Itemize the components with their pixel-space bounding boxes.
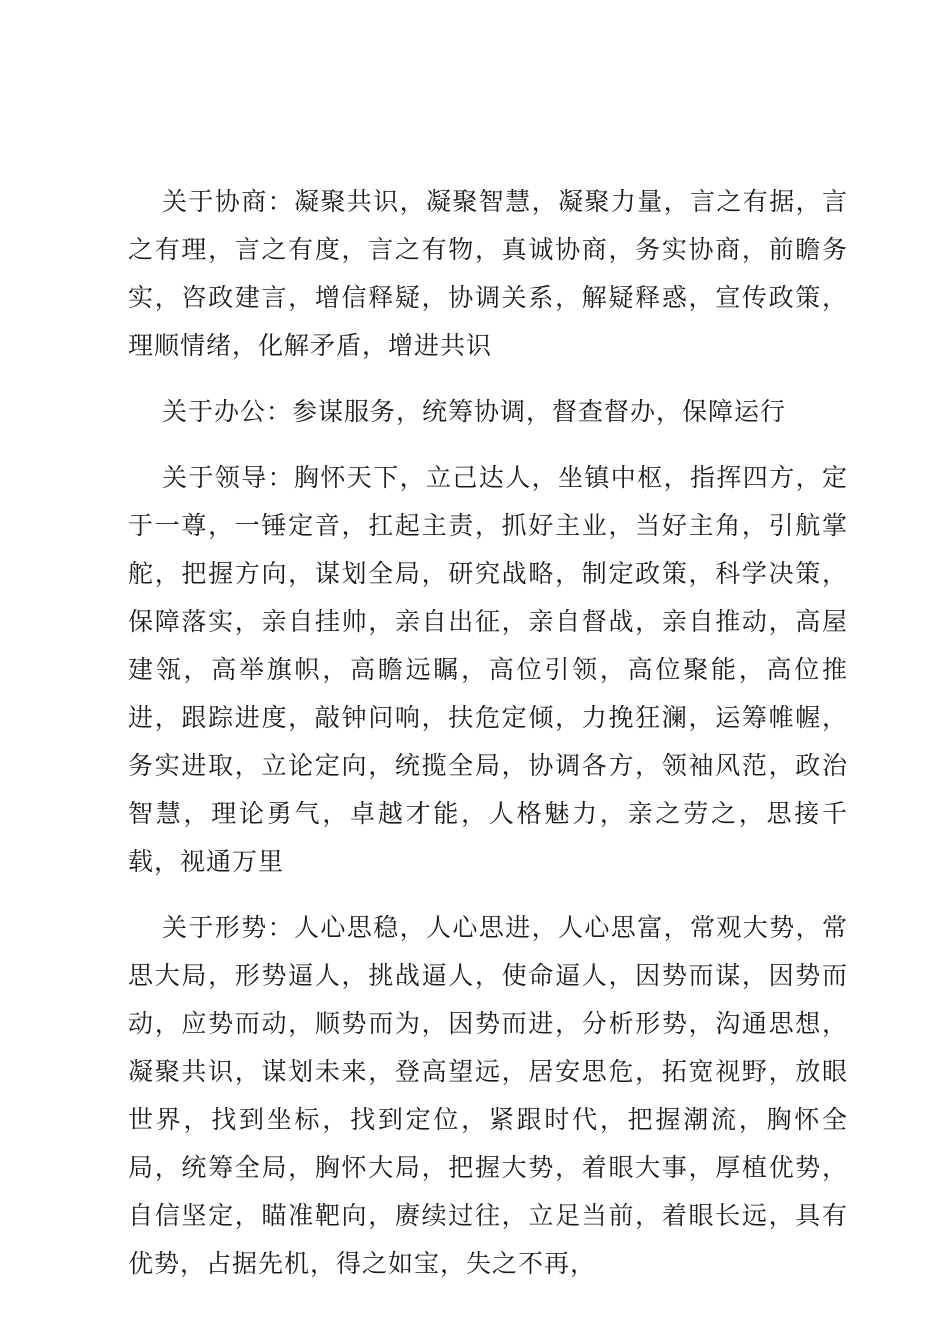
document-body (128, 178, 848, 1306)
paragraph-office: 关于办公：参谋服务，统筹协调，督查督办，保障运行 (162, 397, 787, 426)
paragraph-situation: 关于形势：人心思稳，人心思进，人心思富，常观大势，常思大局，形势逼人，挑战逼人，使命逼人，因势而谋，因势而动，应势而动，顺势而为，因势而进，分析形势，沟通思想，凝聚共识，谋划未来，登高望远，居安思危，拓宽视野，放眼世界，找到坐标，找到定位，紧跟时代，把握潮流，胸怀全局，统筹全局，胸怀大局，把握大势，着眼大事，厚植优势，自信坚定，瞄准靶向，赓续过往，立足当前，着眼长远，具有优势，占据先机，得之如宝，失之不再， (128, 913, 848, 1278)
paragraph-consultation: 关于协商：凝聚共识，凝聚智慧，凝聚力量，言之有据，言之有理，言之有度，言之有物，真诚协商，务实协商，前瞻务实，咨政建言，增信释疑，协调关系，解疑释惑，宣传政策，理顺情绪，化解矛盾，增进共识 (128, 187, 848, 360)
paragraph-leadership: 关于领导：胸怀天下，立己达人，坐镇中枢，指挥四方，定于一尊，一锤定音，扛起主责，抓好主业，当好主角，引航掌舵，把握方向，谋划全局，研究战略，制定政策，科学决策，保障落实，亲自挂帅，亲自出征，亲自督战，亲自推动，高屋建瓴，高举旗帜，高瞻远瞩，高位引领，高位聚能，高位推进，跟踪进度，敲钟问响，扶危定倾，力挽狂澜，运筹帷幄，务实进取，立论定向，统揽全局，协调各方，领袖风范，政治智慧，理论勇气，卓越才能，人格魅力，亲之劳之，思接千载，视通万里 (128, 463, 848, 876)
